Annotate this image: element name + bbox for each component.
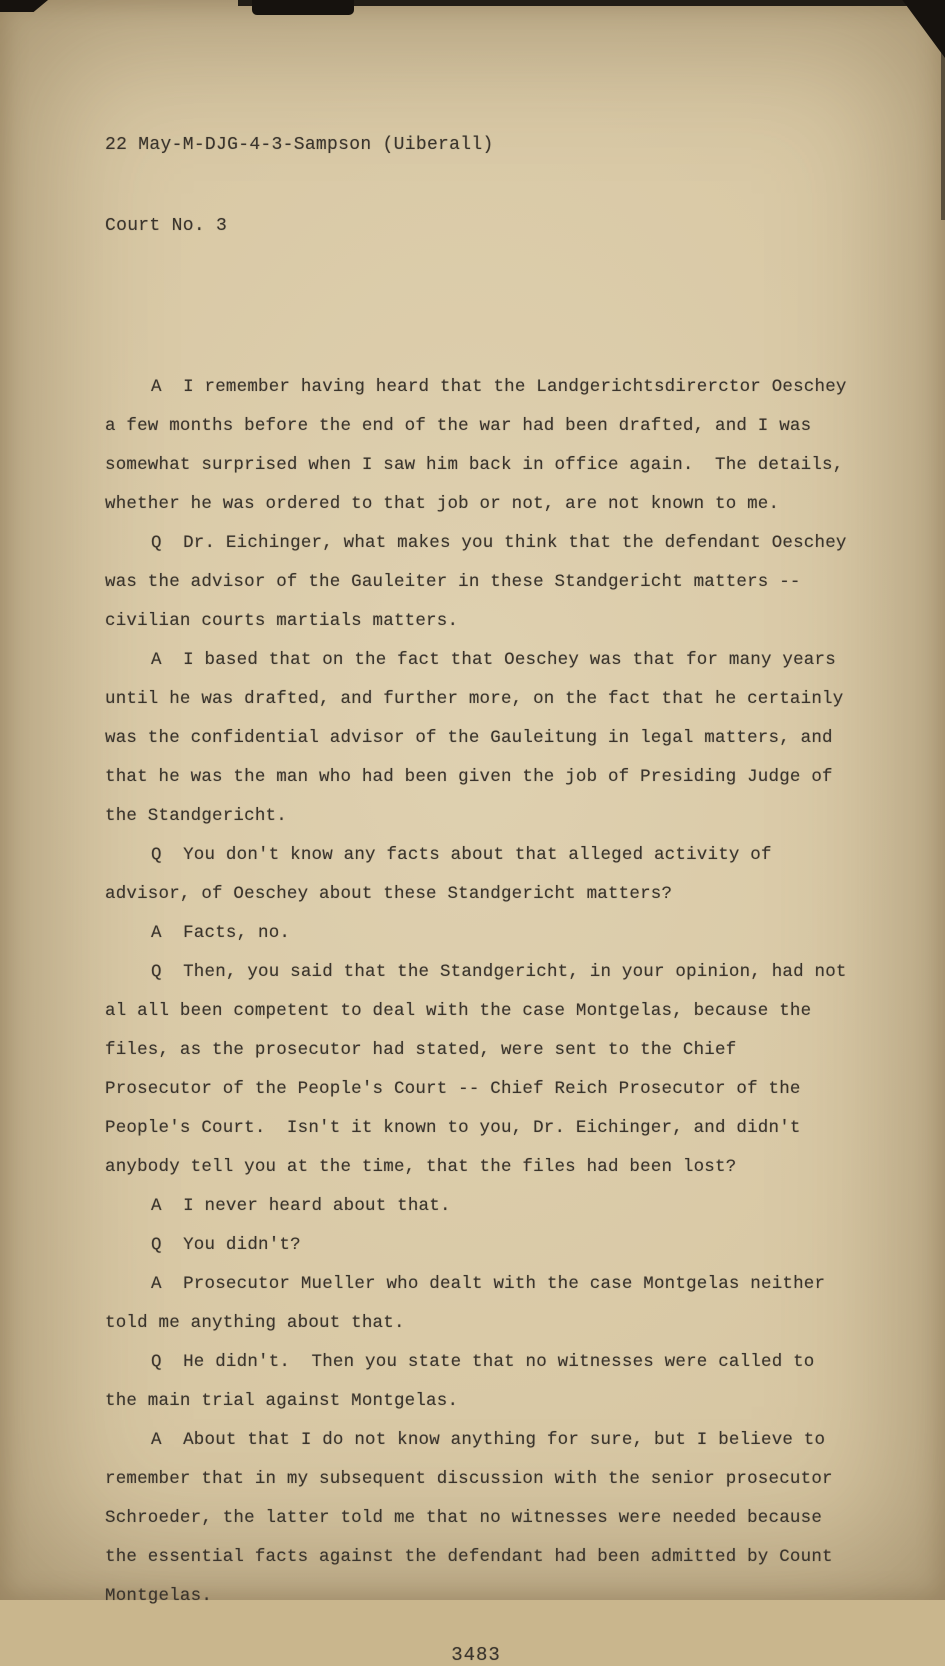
- page-number: 3483: [451, 1644, 501, 1666]
- document-header: [105, 78, 847, 294]
- speaker-label: A: [151, 650, 162, 670]
- speaker-label: Q: [151, 845, 162, 865]
- header-case-line: 22 May-M-DJG-4-3-Sampson (Uiberall): [105, 135, 494, 155]
- speaker-label: A: [151, 1196, 162, 1216]
- scan-artifact-corner-left: [0, 0, 48, 12]
- transcript-paragraph: Q Dr. Eichinger, what makes you think that the defendant Oeschey was the advisor of the Gauleiter in these Standgericht matters -- civilian courts martials matters.: [105, 533, 858, 631]
- header-court-line: Court No. 3: [105, 216, 228, 236]
- page-content: [105, 0, 858, 1666]
- speaker-label: A: [151, 377, 162, 397]
- transcript-paragraph: A Facts, no.: [151, 923, 291, 943]
- speaker-label: Q: [151, 962, 162, 982]
- transcript-paragraph: A I remember having heard that the Landgerichtsdirerctor Oeschey a few months before the end of the war had been drafted, and I was somewhat surprised when I saw him back in office again. The details, whether he was ordered to that job or not, are not known to me.: [105, 377, 858, 514]
- speaker-label: Q: [151, 1352, 162, 1372]
- speaker-label: A: [151, 1430, 162, 1450]
- transcript-paragraph: A Prosecutor Mueller who dealt with the case Montgelas neither told me anything about that.: [105, 1274, 836, 1333]
- scan-artifact-corner-right: [893, 0, 945, 58]
- transcript-paragraph: A About that I do not know anything for sure, but I believe to remember that in my subsequent discussion with the senior prosecutor Schroeder, the latter told me that no witnesses were needed because the essential facts against the defendant had been admitted by Count Montgelas.: [105, 1430, 844, 1606]
- transcript-paragraph: Q You don't know any facts about that alleged activity of advisor, of Oeschey about these Standgericht matters?: [105, 845, 783, 904]
- scan-artifact-right-edge: [941, 0, 945, 220]
- transcript-body: [105, 368, 858, 1616]
- speaker-label: A: [151, 923, 162, 943]
- transcript-paragraph: A I based that on the fact that Oeschey was that for many years until he was drafted, and further more, on the fact that he certainly was the confidential advisor of the Gauleitung in legal matters, and that he was the man who had been given the job of Presiding Judge of the Standgericht.: [105, 650, 855, 826]
- transcript-paragraph: Q You didn't?: [151, 1235, 301, 1255]
- transcript-paragraph: A I never heard about that.: [151, 1196, 451, 1216]
- transcript-paragraph: Q Then, you said that the Standgericht, in your opinion, had not al all been competent to deal with the case Montgelas, because the files, as the prosecutor had stated, were sent to the Chief Prosecutor of the People's Court -- Chief Reich Prosecutor of the People's Court. Isn't it known to you, Dr. Eichinger, and didn't anybody tell you at the time, that the files had been lost?: [105, 962, 858, 1177]
- speaker-label: Q: [151, 533, 162, 553]
- speaker-label: A: [151, 1274, 162, 1294]
- transcript-paragraph: Q He didn't. Then you state that no witnesses were called to the main trial against Montgelas.: [105, 1352, 826, 1411]
- speaker-label: Q: [151, 1235, 162, 1255]
